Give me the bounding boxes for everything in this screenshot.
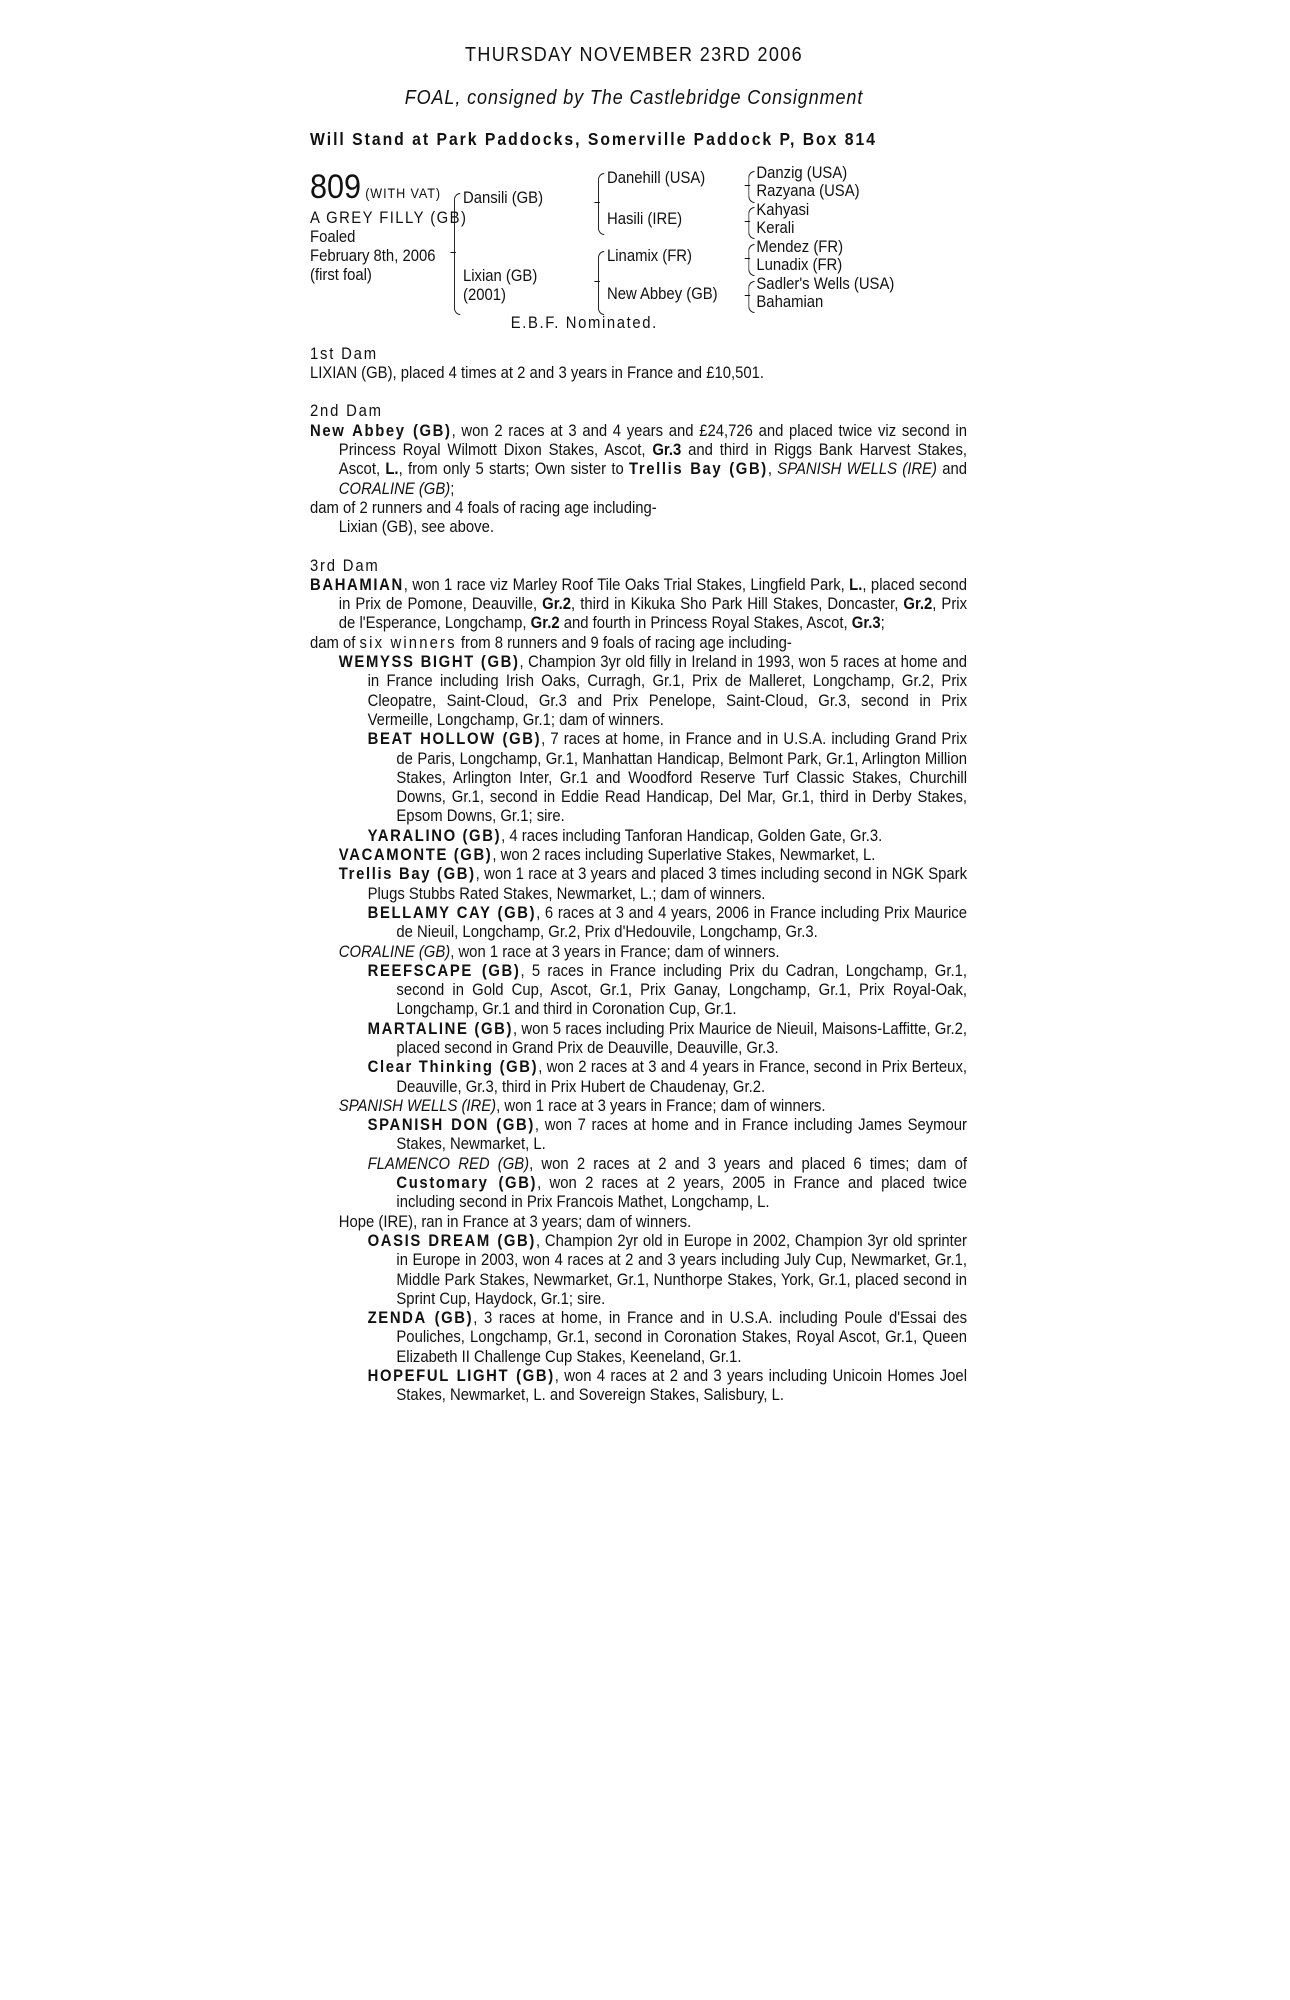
- second-dam-text-6: ;: [450, 479, 455, 498]
- lot-number-line: [310, 169, 441, 205]
- second-dam-name: New Abbey (GB): [310, 421, 452, 440]
- ebf-nominated: E.B.F. Nominated.: [510, 313, 658, 332]
- pedigree-dam-year: (2001): [463, 285, 506, 304]
- progeny-oasis-dream: [310, 1232, 967, 1309]
- pedigree-dam: Lixian (GB): [463, 266, 538, 285]
- brace-danehill: [748, 171, 754, 203]
- beat-hollow-name: BEAT HOLLOW (GB): [367, 730, 542, 749]
- pedigree-g7: Sadler's Wells (USA): [756, 274, 895, 293]
- progeny-zenda: [310, 1309, 967, 1367]
- second-dam-text-1: , won 2 races at 3 and 4 years and £24,726 and placed twice viz second in Princess Royal Wilmott Dixon Stakes, Ascot,: [338, 421, 967, 460]
- pedigree-g8: Bahamian: [756, 292, 824, 311]
- pedigree-g6: Lunadix (FR): [756, 255, 843, 274]
- clear-thinking-text: , won 2 races at 3 and 4 years in France, second in Prix Berteux, Deauville, Gr.3, third in Prix Hubert de Chaudenay, Gr.2.: [396, 1058, 967, 1096]
- consignment-line: FOAL, consigned by The Castlebridge Consignment: [404, 87, 864, 110]
- third-dam-text-6: ;: [880, 614, 885, 633]
- third-dam-text-1: , won 1 race viz Marley Roof Tile Oaks Trial Stakes, Lingfield Park,: [403, 575, 850, 594]
- brace-hasili-point: [745, 221, 750, 223]
- second-dam-heading: 2nd Dam: [310, 402, 383, 421]
- third-dam-text-5: and fourth in Princess Royal Stakes, Ascot,: [559, 614, 852, 633]
- wemyss-bight-text: , Champion 3yr old filly in Ireland in 1993, won 5 races at home and in France including Irish Oaks, Curragh, Gr.1, Prix de Malleret, Longchamp, Gr.2, Prix Cleopatre, Saint-Cloud, Gr.3 and Prix Penelope, Saint-Cloud, Gr.3, second in Prix Vermeille, Longchamp, Gr.1; dam of winners.: [367, 653, 968, 729]
- trellis-bay-name: Trellis Bay (GB): [338, 865, 476, 884]
- first-foal-note: (first foal): [310, 265, 372, 284]
- third-dam-text-2: , placed second in Prix de Pomone, Deauville,: [338, 575, 967, 614]
- pedigree-g4: Kerali: [756, 218, 795, 237]
- yaralino-name: YARALINO (GB): [367, 826, 502, 845]
- progeny-flamenco-red: [310, 1155, 967, 1213]
- lot-vat: (WITH VAT): [365, 184, 441, 201]
- third-dam-dam-of: [310, 634, 967, 653]
- brace-new-abbey-point: [745, 295, 750, 297]
- hopeful-light-name: HOPEFUL LIGHT (GB): [367, 1367, 555, 1386]
- clear-thinking-name: Clear Thinking (GB): [367, 1058, 539, 1077]
- flamenco-red-name: FLAMENCO RED (GB): [367, 1154, 530, 1173]
- vacamonte-text: , won 2 races including Superlative Stakes, Newmarket, L.: [492, 846, 876, 865]
- catalogue-page: [310, 46, 967, 1406]
- third-dam-grade-4: Gr.3: [851, 614, 881, 633]
- bellamy-cay-text: , 6 races at 3 and 4 years, 2006 in France including Prix Maurice de Nieuil, Longchamp, Gr.2, Prix d'Hedouvile, Longchamp, Gr.3.: [396, 903, 967, 942]
- second-dam-dam-of: dam of 2 runners and 4 foals of racing age including-: [310, 498, 657, 517]
- progeny-trellis-bay: [310, 865, 967, 904]
- brace-sire-line: [598, 173, 604, 235]
- second-dam-progeny: Lixian (GB), see above.: [338, 518, 494, 537]
- hopeful-light-text: , won 4 races at 2 and 3 years including Unicoin Homes Joel Stakes, Newmarket, L. and Sovereign Stakes, Salisbury, L.: [396, 1367, 967, 1405]
- progeny-reefscape: [310, 962, 967, 1020]
- yaralino-text: , 4 races including Tanforan Handicap, Golden Gate, Gr.3.: [501, 826, 883, 845]
- oasis-dream-name: OASIS DREAM (GB): [367, 1231, 536, 1250]
- second-dam-text-3: , from only 5 starts; Own sister to: [398, 460, 630, 479]
- third-dam-grade-1: Gr.2: [542, 595, 572, 614]
- brace-generation-1: [454, 193, 460, 315]
- spanish-don-name: SPANISH DON (GB): [367, 1116, 535, 1135]
- third-dam-dam-of-1: dam of: [310, 633, 360, 652]
- second-dam-sister-2: SPANISH WELLS (IRE): [777, 460, 937, 479]
- foaled-date: February 8th, 2006: [310, 246, 436, 265]
- second-dam-listed: L.: [385, 460, 399, 479]
- third-dam-text-3: , third in Kikuka Sho Park Hill Stakes, Doncaster,: [571, 595, 904, 614]
- second-dam-sister: Trellis Bay (GB): [629, 460, 768, 479]
- progeny-spanish-don: [310, 1116, 967, 1155]
- progeny-beat-hollow: [310, 730, 967, 826]
- progeny-martaline: [310, 1020, 967, 1059]
- pedigree-dam-dam: New Abbey (GB): [607, 284, 718, 303]
- sale-date-header: THURSDAY NOVEMBER 23RD 2006: [465, 44, 803, 66]
- pedigree-sire-sire: Danehill (USA): [607, 168, 706, 187]
- second-dam-text: [310, 422, 967, 499]
- third-dam-name: BAHAMIAN: [310, 575, 404, 594]
- flamenco-red-text-1: , won 2 races at 2 and 3 years and placed 6 times; dam of: [529, 1154, 967, 1173]
- third-dam-grade-2: Gr.2: [903, 595, 933, 614]
- brace-danehill-point: [745, 185, 750, 187]
- second-dam-text-2: and third in Riggs Bank Harvest Stakes, Ascot,: [338, 441, 967, 479]
- progeny-vacamonte: [310, 846, 967, 865]
- pedigree-sire-dam: Hasili (IRE): [607, 209, 683, 228]
- brace-hasili: [748, 207, 754, 239]
- flamenco-red-text-2: , won 2 races at 2 years, 2005 in France and placed twice including second in Prix Francois Mathet, Longchamp, L.: [396, 1174, 967, 1212]
- first-dam-text: LIXIAN (GB), placed 4 times at 2 and 3 years in France and £10,501.: [310, 364, 765, 383]
- lot-number: 809: [310, 167, 362, 206]
- spanish-wells-text: , won 1 race at 3 years in France; dam of winners.: [496, 1096, 826, 1115]
- oasis-dream-text: , Champion 2yr old in Europe in 2002, Champion 3yr old sprinter in Europe in 2003, won 4 races at 2 and 3 years including July Cup, Newmarket, Gr.1, Middle Park Stakes, Newmarket, Gr.1, Nunthorpe Stakes, York, Gr.1, placed second in Sprint Cup, Haydock, Gr.1; sire.: [396, 1231, 967, 1308]
- progeny-spanish-wells: [310, 1097, 967, 1116]
- reefscape-name: REEFSCAPE (GB): [367, 961, 521, 980]
- martaline-text: , won 5 races including Prix Maurice de Nieuil, Maisons-Laffitte, Gr.2, placed second in Grand Prix de Deauville, Deauville, Gr.3.: [396, 1019, 967, 1057]
- zenda-name: ZENDA (GB): [367, 1309, 474, 1328]
- reefscape-text: , 5 races in France including Prix du Cadran, Longchamp, Gr.1, second in Gold Cup, Ascot, Gr.1, Prix Ganay, Longchamp, Gr.1, Prix Royal-Oak, Longchamp, Gr.1 and third in Coronation Cup, Gr.1.: [396, 961, 967, 1019]
- first-dam-heading: 1st Dam: [310, 344, 378, 363]
- lot-description: A GREY FILLY (GB): [310, 208, 468, 227]
- trellis-bay-text: , won 1 race at 3 years and placed 3 times including second in NGK Spark Plugs Stubbs Rated Stakes, Newmarket, L.; dam of winners.: [367, 865, 968, 903]
- pedigree-dam-sire: Linamix (FR): [607, 246, 692, 265]
- zenda-text: , 3 races at home, in France and in U.S.A. including Poule d'Essai des Pouliches, Longchamp, Gr.1, second in Coronation Stakes, Royal Ascot, Gr.1, Queen Elizabeth II Challenge Cup Stakes, Keeneland, Gr.1.: [396, 1309, 967, 1366]
- third-dam-text: [310, 576, 967, 634]
- third-dam-winners: six winners: [359, 633, 457, 652]
- foaled-label: Foaled: [310, 227, 356, 246]
- brace-generation-1-point: [450, 252, 455, 254]
- customary-name: Customary (GB): [396, 1174, 538, 1193]
- second-dam-grade-1: Gr.3: [652, 441, 682, 460]
- pedigree-g1: Danzig (USA): [756, 163, 848, 182]
- spanish-wells-name: SPANISH WELLS (IRE): [338, 1096, 497, 1115]
- brace-dam-line-point: [594, 281, 599, 283]
- progeny-clear-thinking: [310, 1058, 967, 1097]
- brace-dam-line: [598, 251, 604, 315]
- progeny-yaralino: [310, 827, 967, 846]
- brace-linamix-point: [745, 258, 750, 260]
- pedigree-block: [310, 163, 967, 339]
- pedigree-g2: Razyana (USA): [756, 181, 860, 200]
- brace-new-abbey: [748, 281, 754, 313]
- bellamy-cay-name: BELLAMY CAY (GB): [367, 903, 537, 922]
- third-dam-heading: 3rd Dam: [310, 556, 380, 575]
- third-dam-text-4: , Prix de l'Esperance, Longchamp,: [338, 595, 968, 633]
- beat-hollow-text: , 7 races at home, in France and in U.S.A. including Grand Prix de Paris, Longchamp, Gr.1, Manhattan Handicap, Belmont Park, Gr.1, Arlington Million Stakes, Arlington Inter, Gr.1 and Woodford Reserve Turf Classic Stakes, Churchill Downs, Gr.1, second in Eddie Read Handicap, Del Mar, Gr.1, third in Derby Stakes, Epsom Downs, Gr.1; sire.: [396, 730, 967, 826]
- martaline-name: MARTALINE (GB): [367, 1019, 514, 1038]
- third-dam-listed: L.: [849, 575, 863, 594]
- pedigree-g5: Mendez (FR): [756, 237, 844, 256]
- progeny-hopeful-light: [310, 1367, 967, 1406]
- second-dam-text-4: ,: [767, 460, 778, 479]
- pedigree-g3: Kahyasi: [756, 200, 810, 219]
- vacamonte-name: VACAMONTE (GB): [338, 846, 493, 865]
- progeny-wemyss-bight: [310, 653, 967, 730]
- progeny-hope: Hope (IRE), ran in France at 3 years; dam of winners.: [338, 1212, 692, 1231]
- progeny-bellamy-cay: [310, 904, 967, 943]
- third-dam-grade-3: Gr.2: [530, 614, 560, 633]
- coraline-text: , won 1 race at 3 years in France; dam of winners.: [450, 942, 780, 961]
- second-dam-sister-3: CORALINE (GB): [338, 479, 451, 498]
- location-line: Will Stand at Park Paddocks, Somerville Paddock P, Box 814: [310, 128, 877, 149]
- coraline-name: CORALINE (GB): [338, 942, 451, 961]
- third-dam-dam-of-3: from 8 runners and 9 foals of racing age including-: [456, 633, 792, 652]
- second-dam-text-5: and: [936, 460, 968, 479]
- brace-sire-line-point: [594, 202, 599, 204]
- spanish-don-text: , won 7 races at home and in France including James Seymour Stakes, Newmarket, L.: [396, 1116, 967, 1154]
- pedigree-sire: Dansili (GB): [463, 188, 544, 207]
- wemyss-bight-name: WEMYSS BIGHT (GB): [338, 653, 520, 672]
- brace-linamix: [748, 244, 754, 276]
- progeny-coraline: [310, 943, 967, 962]
